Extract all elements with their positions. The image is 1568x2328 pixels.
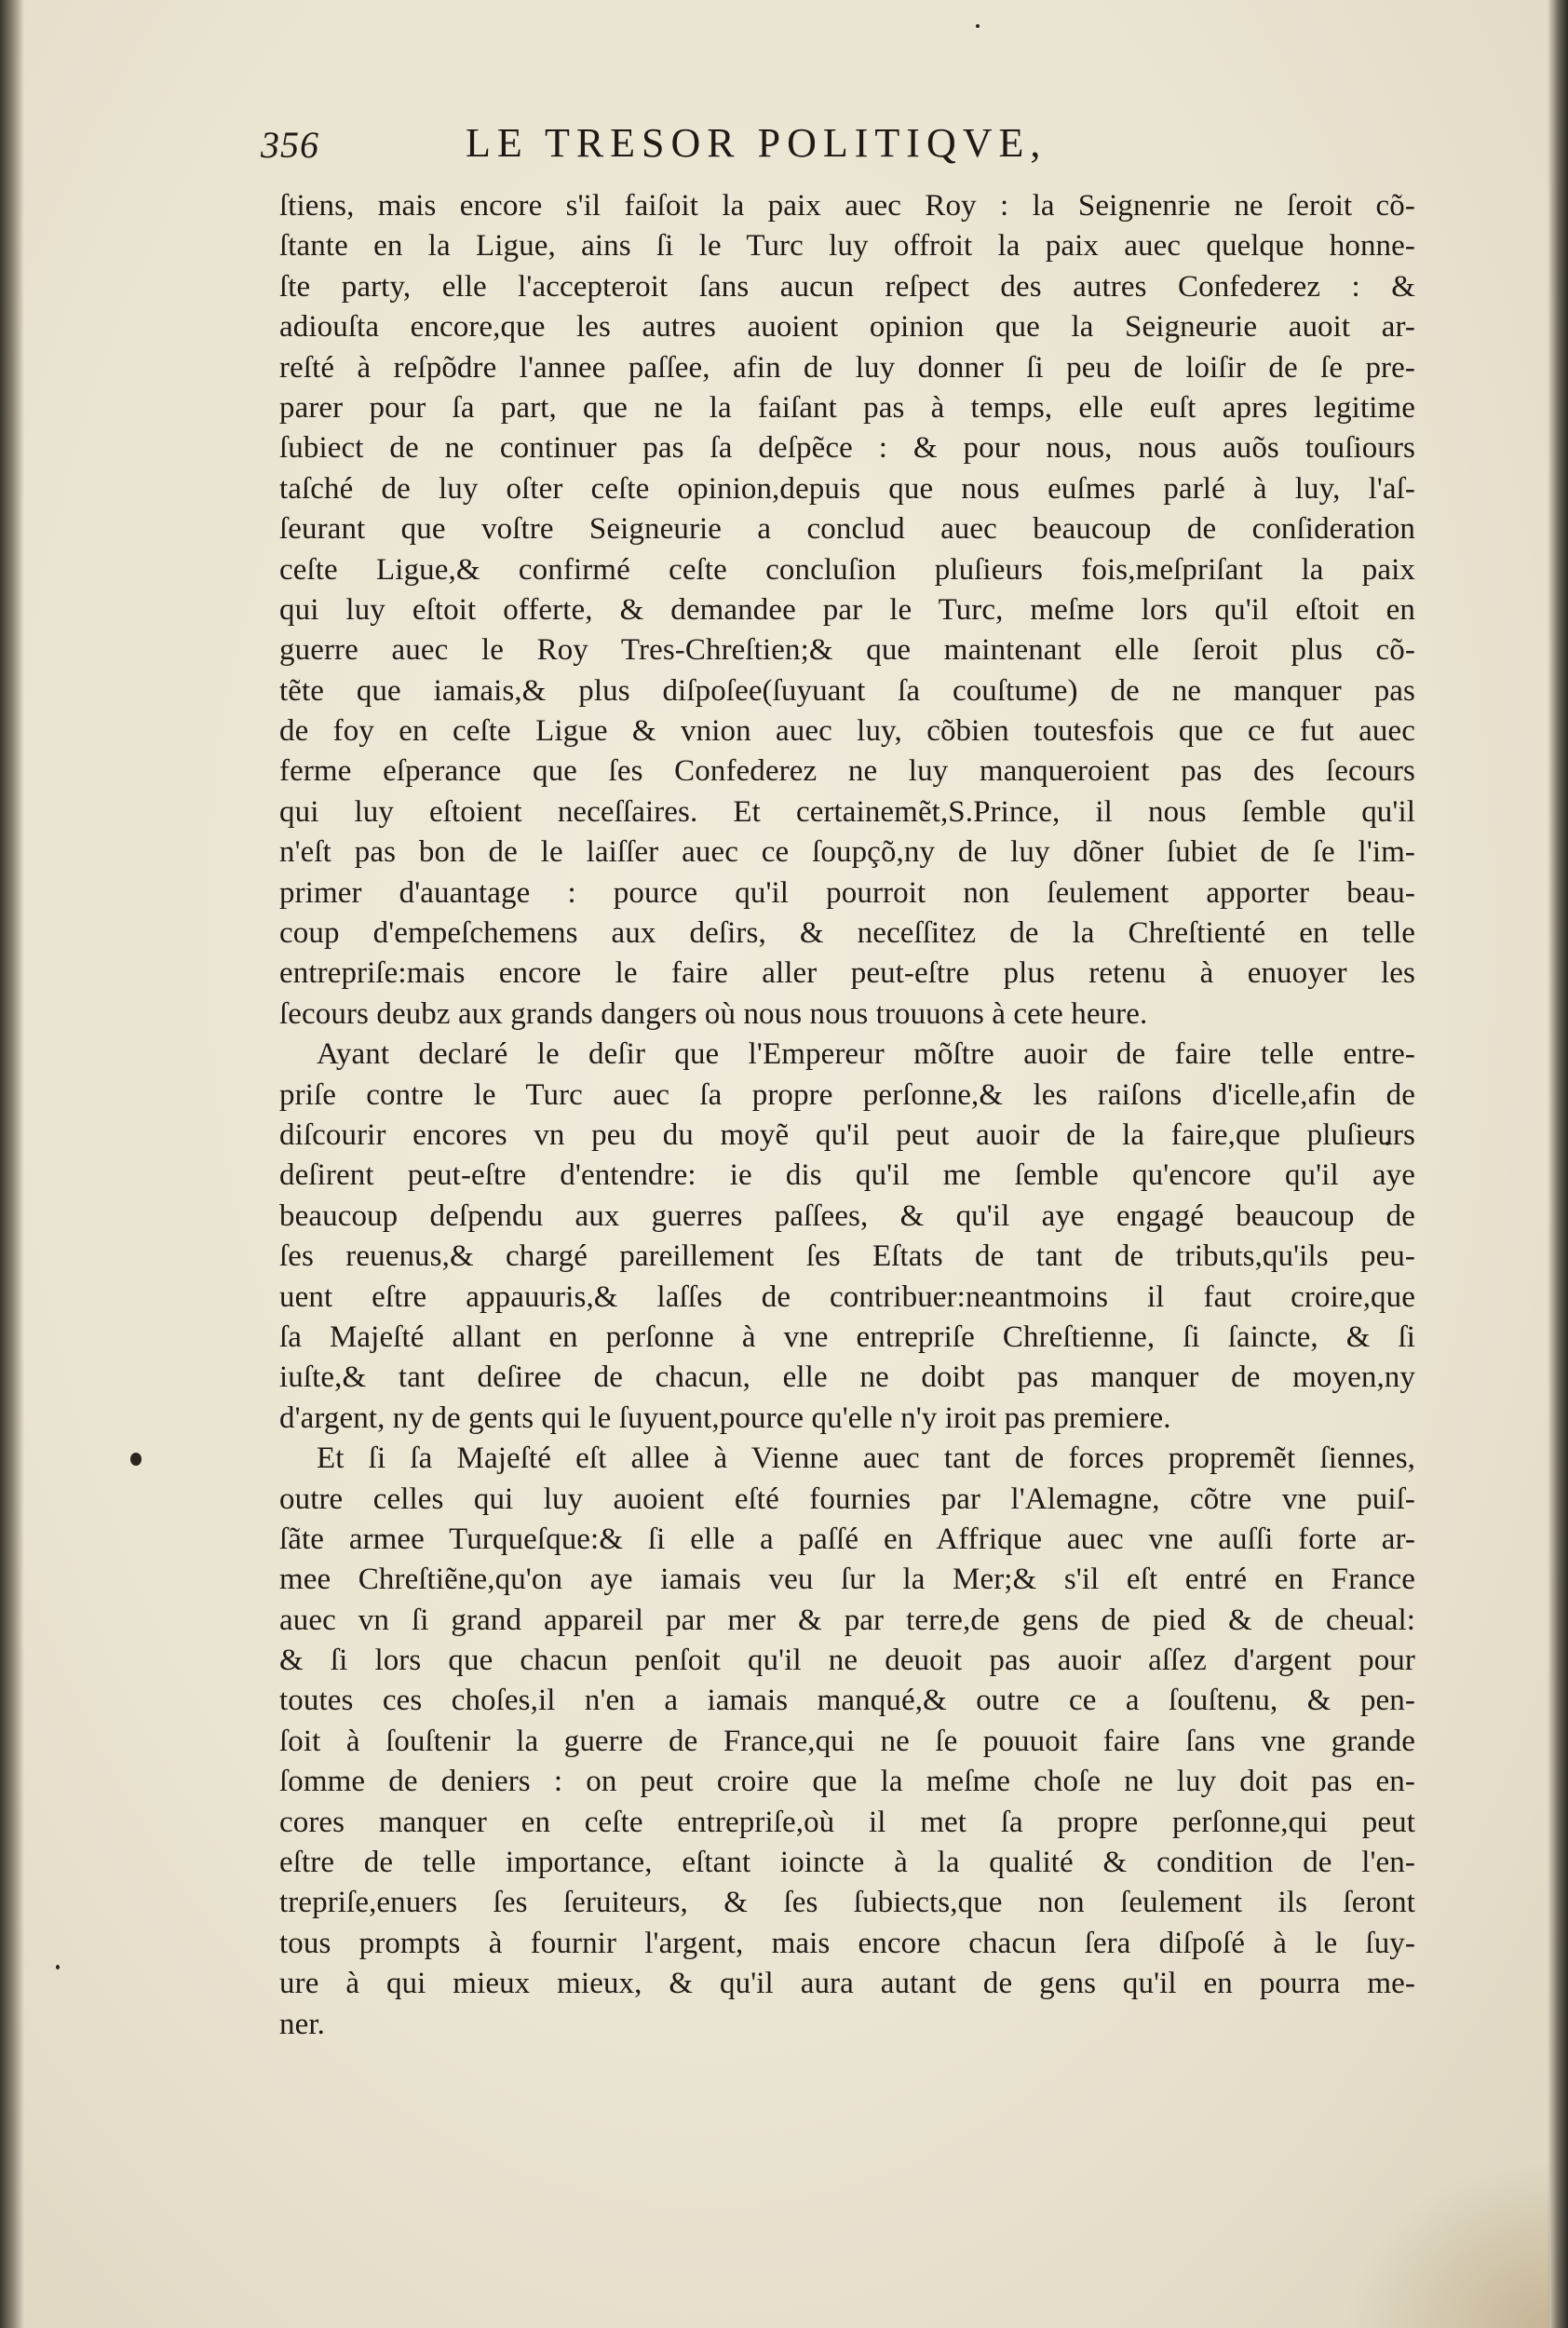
text-line: taſché de luy oſter ceſte opinion,depuis que nous euſmes parlé à luy, l'aſ- [279, 471, 1415, 506]
text-line: de foy en ceſte Ligue & vnion auec luy, cõbien toutesfois que ce fut auec [279, 714, 1415, 749]
text-line: primer d'auantage : pource qu'il pourroit non ſeulement apporter beau- [279, 875, 1415, 910]
text-line: ſes reuenus,& chargé pareillement ſes Eſtats de tant de tributs,qu'ils peu- [279, 1239, 1415, 1274]
text-line: ferme eſperance que ſes Confederez ne luy manqueroient pas des ſecours [279, 754, 1415, 789]
text-line: ſubiect de ne continuer pas ſa deſpẽce : & pour nous, nous auõs touſiours [279, 431, 1415, 466]
text-line: n'eſt pas bon de le laiſſer auec ce ſoupçõ,ny de luy dõner ſubiet de ſe l'im- [279, 835, 1415, 870]
text-line: qui luy eſtoient neceſſaires. Et certainemẽt,S.Prince, il nous ſemble qu'il [279, 794, 1415, 829]
ink-blot [130, 1453, 142, 1466]
text-line: priſe contre le Turc auec ſa propre perſonne,& les raiſons d'icelle,afin de [279, 1077, 1415, 1112]
text-line: tẽte que iamais,& plus diſpoſee(ſuyuant ſa couſtume) de ne manquer pas [279, 673, 1415, 708]
spine-shadow [0, 0, 24, 2328]
text-line: ſomme de deniers : on peut croire que la meſme choſe ne luy doit pas en- [279, 1765, 1415, 1799]
paragraph [279, 1439, 1415, 2045]
text-line: beaucoup deſpendu aux guerres paſſees, & qu'il aye engagé beaucoup de [279, 1198, 1415, 1233]
text-line: eſtre de telle importance, eſtant ioincte à la qualité & condition de l'en- [279, 1846, 1415, 1880]
text-line: & ſi lors que chacun penſoit qu'il ne deuoit pas auoir aſſez d'argent pour [279, 1644, 1415, 1678]
ink-speck [976, 24, 980, 28]
text-line: ure à qui mieux mieux, & qu'il aura autant de gens qu'il en pourra me- [279, 1967, 1415, 2001]
text-line: guerre auec le Roy Tres-Chreſtien;& que maintenant elle ſeroit plus cõ- [279, 633, 1415, 668]
text-line: diſcourir encores vn peu du moyẽ qu'il peut auoir de la faire,que pluſieurs [279, 1117, 1415, 1152]
page-number: 356 [261, 124, 319, 166]
text-line: trepriſe,enuers ſes ſeruiteurs, & ſes ſubiects,que non ſeulement ils ſeront [279, 1886, 1415, 1920]
paper-stain [1345, 2160, 1549, 2328]
text-line: qui luy eſtoit offerte, & demandee par le Turc, meſme lors qu'il eſtoit en [279, 592, 1415, 627]
text-line: parer pour ſa part, que ne la faiſant pas à temps, elle euſt apres legitime [279, 390, 1415, 425]
running-title: LE TRESOR POLITIQVE, [466, 120, 1048, 166]
text-line: toutes ces choſes,il n'en a iamais manqué,& outre ce a ſouſtenu, & pen- [279, 1684, 1415, 1718]
text-line: tous prompts à fournir l'argent, mais encore chacun ſera diſpoſé à le ſuy- [279, 1926, 1415, 1960]
text-line: adiouſta encore,que les autres auoient opinion que la Seigneurie auoit ar- [279, 310, 1415, 345]
text-line: d'argent, ny de gents qui le ſuyuent,pource qu'elle n'y iroit pas premiere. [279, 1401, 1171, 1435]
page-edge-shadow [1548, 0, 1568, 2328]
page-header [261, 119, 1210, 175]
text-line: uent eſtre appauuris,& laſſes de contribuer:neantmoins il faut croire,que [279, 1279, 1415, 1314]
paragraph [279, 186, 1415, 1035]
text-line: iuſte,& tant deſiree de chacun, elle ne doibt pas manquer de moyen,ny [279, 1360, 1415, 1395]
text-line: outre celles qui luy auoient eſté fournies par l'Alemagne, cõtre vne puiſ- [279, 1482, 1415, 1516]
text-line: Ayant declaré le deſir que l'Empereur mõſtre auoir de faire telle entre- [317, 1037, 1415, 1072]
body-text [279, 186, 1415, 2045]
text-line: mee Chreſtiẽne,qu'on aye iamais veu ſur la Mer;& s'il eſt entré en France [279, 1563, 1415, 1597]
text-line: entrepriſe:mais encore le faire aller peut-eſtre plus retenu à enuoyer les [279, 956, 1415, 991]
text-line: deſirent peut-eſtre d'entendre: ie dis qu'il me ſemble qu'encore qu'il aye [279, 1158, 1415, 1193]
text-line: auec vn ſi grand appareil par mer & par terre,de gens de pied & de cheual: [279, 1603, 1415, 1637]
text-line: ſecours deubz aux grands dangers où nous nous trouuons à cete heure. [279, 996, 1148, 1031]
text-line: ſoit à ſouſtenir la guerre de France,qui ne ſe pouuoit faire ſans vne grande [279, 1724, 1415, 1758]
text-line: reſté à reſpõdre l'annee paſſee, afin de luy donner ſi peu de loiſir de ſe pre- [279, 350, 1415, 385]
text-line: cores manquer en ceſte entrepriſe,où il met ſa propre perſonne,qui peut [279, 1805, 1415, 1839]
text-line: ceſte Ligue,& confirmé ceſte concluſion pluſieurs fois,meſpriſant la paix [279, 552, 1415, 587]
ink-speck [56, 1965, 60, 1969]
text-line: ſa Majeſté allant en perſonne à vne entrepriſe Chreſtienne, ſi ſaincte, & ſi [279, 1320, 1415, 1354]
text-line: ner. [279, 2007, 325, 2041]
text-line: ſãte armee Turqueſque:& ſi elle a paſſé en Affrique auec vne auſſi forte ar- [279, 1522, 1415, 1556]
text-line: ſte party, elle l'accepteroit ſans aucun reſpect des autres Confederez : & [279, 269, 1415, 304]
text-line: ſtante en la Ligue, ains ſi le Turc luy offroit la paix auec quelque honne- [279, 229, 1415, 264]
text-line: ſeurant que voſtre Seigneurie a conclud auec beaucoup de conſideration [279, 512, 1415, 547]
text-line: ſtiens, mais encore s'il faiſoit la paix auec Roy : la Seignenrie ne ſeroit cõ- [279, 189, 1415, 223]
paragraph [279, 1035, 1415, 1439]
text-line: Et ſi ſa Majeſté eſt allee à Vienne auec tant de forces propremẽt ſiennes, [317, 1441, 1415, 1476]
text-line: coup d'empeſchemens aux deſirs, & neceſſitez de la Chreſtienté en telle [279, 916, 1415, 951]
